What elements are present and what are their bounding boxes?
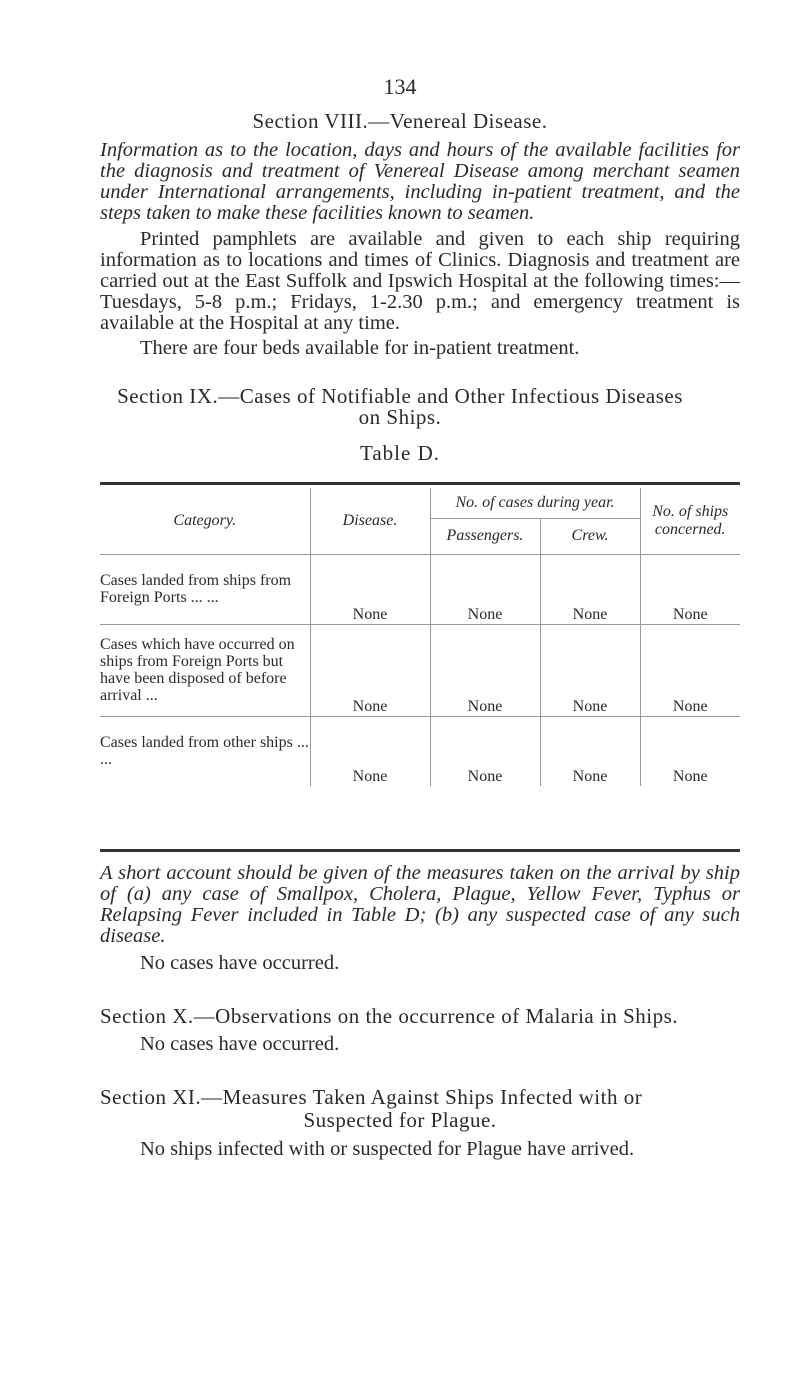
table-bottom-rule — [100, 849, 740, 852]
row-1-crew: None — [540, 554, 640, 624]
section-xi-text: No ships infected with or suspected for Plague have arrived. — [140, 1138, 635, 1160]
row-2-crew: None — [540, 624, 640, 716]
row-2-category: Cases which have occurred on ships from Foreign Ports but have been disposed of before arrival ... — [100, 624, 310, 716]
section-viii-title: Section VIII.—Venereal Disease. — [252, 109, 548, 133]
section-x-title: Section X.—Observations on the occurrence of Malaria in Ships. — [100, 1004, 679, 1028]
row-1-disease: None — [310, 554, 430, 624]
table-top-rule — [100, 482, 740, 485]
section-ix-note-answer: No cases have occurred. — [140, 952, 340, 974]
row-3-ships: None — [640, 716, 740, 786]
table-d — [100, 488, 740, 786]
section-viii-intro: Information as to the location, days and hours of the available facilities for the diagnosis and treatment of Venereal Disease among merchant seamen under International arrangements, including in-patient treatment, and the steps taken to make these facilities known to seamen. — [100, 139, 740, 224]
page-number: 134 — [383, 74, 417, 99]
row-2-ships: None — [640, 624, 740, 716]
table-row — [100, 624, 740, 716]
row-1-ships: None — [640, 554, 740, 624]
section-xi-title-line-2: Suspected for Plague. — [303, 1108, 497, 1132]
header-crew: Crew. — [540, 518, 640, 554]
row-3-crew: None — [540, 716, 640, 786]
row-1-passengers: None — [430, 554, 540, 624]
section-x-text: No cases have occurred. — [140, 1033, 340, 1055]
row-3-category: Cases landed from other ships ... ... — [100, 716, 310, 786]
table-row — [100, 554, 740, 624]
table-row — [100, 716, 740, 786]
section-viii-paragraph-1: Printed pamphlets are available and given to each ship requiring information as to locations and times of Clinics. Diagnosis and treatment are carried out at the East Suffolk and Ipswich Hospital at the following times:—Tuesdays, 5-8 p.m.; Fridays, 1-2.30 p.m.; and emergency treatment is available at the Hospital at any time. — [100, 228, 740, 334]
section-xi-title-line-1: Section XI.—Measures Taken Against Ships Infected with or — [100, 1085, 643, 1109]
header-passengers: Passengers. — [430, 518, 540, 554]
row-1-category: Cases landed from ships from Foreign Ports ... ... — [100, 554, 310, 624]
section-ix-note: A short account should be given of the measures taken on the arrival by ship of (a) any case of Smallpox, Cholera, Plague, Yellow Fever, Typhus or Relapsing Fever included in Table D; (b) any suspected case of any such disease. — [100, 862, 740, 947]
section-ix-title-line-1: Section IX.—Cases of Notifiable and Other Infectious Diseases — [117, 384, 683, 408]
section-viii-paragraph-2: There are four beds available for in-patient treatment. — [140, 337, 580, 359]
section-ix-title-line-2: on Ships. — [358, 405, 442, 429]
row-3-disease: None — [310, 716, 430, 786]
header-ships-concerned: No. of ships concerned. — [640, 488, 740, 554]
row-2-disease: None — [310, 624, 430, 716]
header-disease: Disease. — [310, 488, 430, 554]
header-category: Category. — [173, 511, 237, 529]
row-3-passengers: None — [430, 716, 540, 786]
header-cases-during-year: No. of cases during year. — [430, 488, 640, 518]
row-2-passengers: None — [430, 624, 540, 716]
table-caption: Table D. — [359, 441, 440, 465]
